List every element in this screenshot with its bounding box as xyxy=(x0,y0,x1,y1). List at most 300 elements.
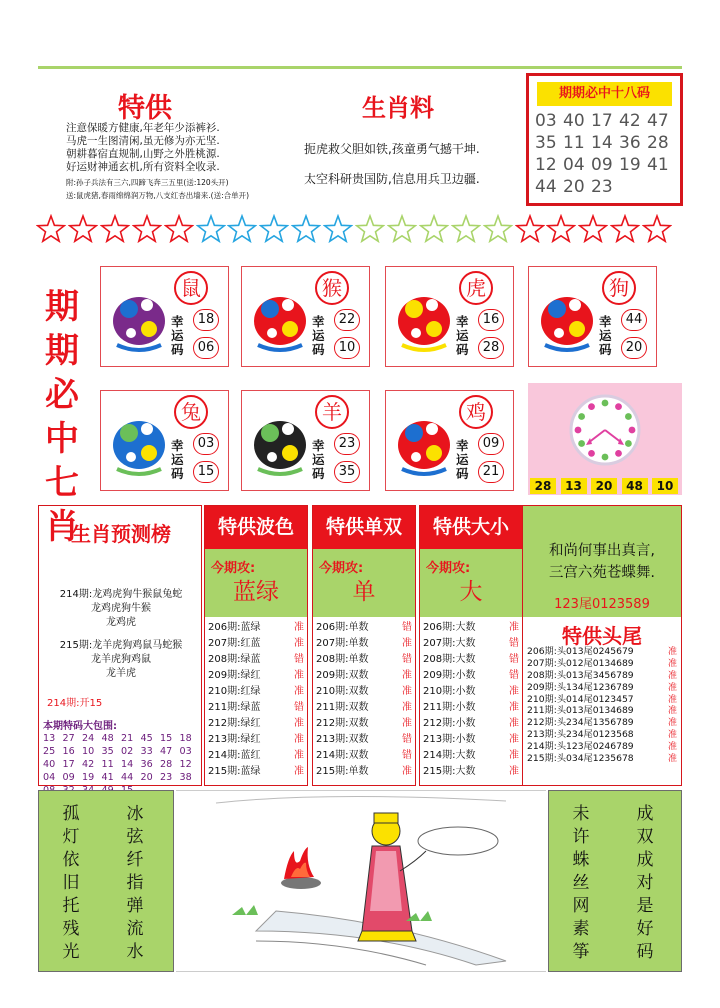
package-number: 09 xyxy=(62,772,75,783)
clock-number: 48 xyxy=(622,478,648,494)
history-row xyxy=(316,716,414,732)
zodiac-papercut-icon xyxy=(535,275,599,360)
scene-image xyxy=(176,791,546,973)
lucky-number: 21 xyxy=(478,461,504,483)
row-value: 小数 xyxy=(455,734,476,745)
row-period: 206期: xyxy=(208,622,241,633)
history-rows xyxy=(316,620,414,780)
row-period: 212期: xyxy=(316,718,349,729)
lucky-number: 20 xyxy=(621,337,647,359)
history-row xyxy=(423,732,521,748)
row-result: 错 xyxy=(509,638,519,649)
row-value: 双数 xyxy=(348,686,369,697)
poem-char: 筝 xyxy=(572,942,590,962)
lucky-char: 码 xyxy=(599,342,612,357)
row-period: 212期: xyxy=(527,717,557,729)
star-outline-icon xyxy=(642,214,672,246)
package-number: 16 xyxy=(62,746,75,757)
feature-column-0 xyxy=(204,505,308,786)
poem-column xyxy=(635,803,655,964)
zodiac-papercut-icon xyxy=(107,275,171,360)
poem-char: 残 xyxy=(62,919,80,939)
lucky-number: 23 xyxy=(334,433,360,455)
row-value: 双数 xyxy=(348,670,369,681)
lucky-char: 码 xyxy=(171,342,184,357)
clock-number: 28 xyxy=(530,478,556,494)
row-value: 头013尾3456789 xyxy=(556,669,634,681)
star-outline-icon xyxy=(355,214,385,246)
row-result: 准 xyxy=(402,718,412,729)
row-value: 双数 xyxy=(348,734,369,745)
zodiac-name: 狗 xyxy=(602,271,636,305)
zodiac-papercut-icon xyxy=(392,399,456,484)
star-outline-icon xyxy=(546,214,576,246)
row-value: 单数 xyxy=(348,622,369,633)
poem-line: 好运财神通玄机,所有资料全收录. xyxy=(66,161,220,173)
lucky-char: 运 xyxy=(171,328,184,343)
package-number: 48 xyxy=(101,733,114,744)
head-tail-row xyxy=(527,705,679,717)
row-value: 双数 xyxy=(348,718,369,729)
head-tail-row xyxy=(527,682,679,694)
row-period: 206期: xyxy=(423,622,456,633)
lucky-number: 06 xyxy=(193,337,219,359)
history-row xyxy=(316,620,414,636)
poem-char: 纤 xyxy=(126,850,144,870)
poem-char: 是 xyxy=(636,896,654,916)
zodiac-papercut-icon xyxy=(248,399,312,484)
lucky-char: 运 xyxy=(312,452,325,467)
history-row xyxy=(208,636,306,652)
history-row xyxy=(208,716,306,732)
zodiac-card-4 xyxy=(100,390,229,491)
lucky-char: 幸 xyxy=(312,314,325,329)
zodiac-card-5 xyxy=(241,390,370,491)
tegong-notes xyxy=(66,176,249,202)
history-row xyxy=(208,732,306,748)
lucky-number: 10 xyxy=(334,337,360,359)
lucky-number: 18 xyxy=(193,309,219,331)
lucky-number: 15 xyxy=(193,461,219,483)
lucky-label xyxy=(456,315,472,357)
poem-char: 网 xyxy=(572,896,590,916)
lucky-char: 运 xyxy=(312,328,325,343)
row-value: 单数 xyxy=(348,654,369,665)
head-tail-poem xyxy=(523,540,681,584)
head-tail-row xyxy=(527,646,679,658)
eighteen-number-title: 期期必中十八码 xyxy=(537,82,672,106)
row-value: 蓝绿 xyxy=(240,622,261,633)
number-cell: 44 xyxy=(535,177,557,197)
number-cell: 36 xyxy=(619,133,641,153)
poem-column xyxy=(61,803,81,964)
illustration xyxy=(176,790,546,972)
row-period: 210期: xyxy=(316,686,349,697)
number-cell: 41 xyxy=(647,155,669,175)
row-period: 213期: xyxy=(208,734,241,745)
row-result: 准 xyxy=(667,693,677,705)
history-row xyxy=(316,636,414,652)
history-row xyxy=(316,764,414,780)
row-value: 绿红 xyxy=(240,670,261,681)
package-number: 11 xyxy=(101,759,114,770)
row-value: 蓝红 xyxy=(240,750,261,761)
history-row xyxy=(423,716,521,732)
lucky-number: 44 xyxy=(621,309,647,331)
prediction-line: 214期:龙鸡虎狗牛猴鼠兔蛇 xyxy=(59,589,183,600)
column-attack-box xyxy=(205,549,307,617)
row-period: 213期: xyxy=(316,734,349,745)
package-numbers xyxy=(43,732,201,797)
package-number: 17 xyxy=(62,759,75,770)
lucky-number: 16 xyxy=(478,309,504,331)
row-period: 214期: xyxy=(423,750,456,761)
tail-numbers: 123尾0123589 xyxy=(554,597,650,612)
row-period: 213期: xyxy=(423,734,456,745)
zodiac-name: 鼠 xyxy=(174,271,208,305)
star-outline-icon xyxy=(419,214,449,246)
package-number: 42 xyxy=(82,759,95,770)
lucky-char: 运 xyxy=(599,328,612,343)
star-outline-icon xyxy=(132,214,162,246)
package-number: 03 xyxy=(179,746,192,757)
tegong-poem xyxy=(66,122,220,174)
package-number: 40 xyxy=(43,759,56,770)
history-row xyxy=(316,668,414,684)
package-number: 20 xyxy=(140,772,153,783)
lucky-number: 22 xyxy=(334,309,360,331)
star-outline-icon xyxy=(323,214,353,246)
history-row xyxy=(208,764,306,780)
row-value: 大数 xyxy=(455,750,476,761)
lucky-char: 幸 xyxy=(599,314,612,329)
history-row xyxy=(423,700,521,716)
package-number: 28 xyxy=(160,759,173,770)
prediction-line: 龙羊虎 xyxy=(106,668,136,679)
poem-column xyxy=(125,803,145,964)
number-cell: 42 xyxy=(619,111,641,131)
row-period: 214期: xyxy=(527,741,557,753)
number-cell: 04 xyxy=(563,155,585,175)
vertical-title-char: 七 xyxy=(45,463,79,503)
poem-char: 弹 xyxy=(126,896,144,916)
zodiac-card-2 xyxy=(385,266,514,367)
eighteen-number-box xyxy=(526,73,683,206)
history-row xyxy=(208,652,306,668)
prediction-line: 215期:龙羊虎狗鸡鼠马蛇猴 xyxy=(59,640,183,651)
lucky-char: 码 xyxy=(171,466,184,481)
star-outline-icon xyxy=(515,214,545,246)
number-cell: 23 xyxy=(591,177,613,197)
lucky-label xyxy=(312,315,328,357)
history-row xyxy=(423,652,521,668)
head-tail-row xyxy=(527,741,679,753)
row-result: 准 xyxy=(667,657,677,669)
package-number: 12 xyxy=(179,759,192,770)
head-tail-row xyxy=(527,670,679,682)
row-period: 206期: xyxy=(527,646,557,657)
row-value: 头034尾1235678 xyxy=(556,753,634,765)
row-value: 绿红 xyxy=(240,734,261,745)
star-outline-icon xyxy=(483,214,513,246)
zodiac-card-0 xyxy=(100,266,229,367)
history-row xyxy=(208,700,306,716)
history-row xyxy=(423,636,521,652)
package-number: 13 xyxy=(43,733,56,744)
package-number: 21 xyxy=(121,733,134,744)
row-value: 头014尾0123457 xyxy=(556,693,634,705)
row-result: 准 xyxy=(402,670,412,681)
prediction-line: 龙鸡虎 xyxy=(106,617,136,628)
row-result: 准 xyxy=(667,741,677,753)
package-number: 10 xyxy=(82,746,95,757)
package-number: 44 xyxy=(121,772,134,783)
number-cell: 17 xyxy=(591,111,613,131)
row-value: 头134尾1236789 xyxy=(556,681,634,693)
eighteen-number-list xyxy=(535,110,680,198)
lucky-number: 28 xyxy=(478,337,504,359)
row-period: 208期: xyxy=(527,669,557,681)
poem-column xyxy=(571,803,591,964)
head-tail-row xyxy=(527,658,679,670)
clock-numbers xyxy=(530,478,680,494)
attack-label: 今期攻: xyxy=(426,561,471,576)
row-period: 215期: xyxy=(423,766,456,777)
number-cell: 20 xyxy=(563,177,585,197)
number-cell: 35 xyxy=(535,133,557,153)
row-value: 头234尾0123568 xyxy=(556,729,634,741)
row-period: 211期: xyxy=(527,705,557,717)
package-number: 36 xyxy=(140,759,153,770)
row-value: 双数 xyxy=(348,702,369,713)
poem-char: 许 xyxy=(572,827,590,847)
number-cell: 12 xyxy=(535,155,557,175)
row-period: 207期: xyxy=(208,638,241,649)
row-period: 209期: xyxy=(423,670,456,681)
history-row xyxy=(423,684,521,700)
tegong-title: 特供 xyxy=(118,93,172,124)
row-value: 大数 xyxy=(455,638,476,649)
poem-line: 和尚何事出真言, xyxy=(548,543,656,559)
attack-label: 今期攻: xyxy=(319,561,364,576)
row-value: 头123尾0246789 xyxy=(556,741,634,753)
prediction-line: 龙羊虎狗鸡鼠 xyxy=(91,654,151,665)
history-rows xyxy=(208,620,306,780)
number-cell: 09 xyxy=(591,155,613,175)
history-row xyxy=(316,700,414,716)
row-value: 红绿 xyxy=(240,686,261,697)
bottom-left-poem xyxy=(38,790,174,972)
star-outline-icon xyxy=(291,214,321,246)
bottom-right-poem xyxy=(548,790,682,972)
row-result: 准 xyxy=(509,622,519,633)
zodiac-name: 虎 xyxy=(459,271,493,305)
row-period: 212期: xyxy=(423,718,456,729)
star-row xyxy=(36,214,686,254)
history-row xyxy=(208,620,306,636)
history-row xyxy=(208,668,306,684)
row-value: 蓝绿 xyxy=(240,766,261,777)
feature-column-2 xyxy=(419,505,523,786)
vertical-title-char: 中 xyxy=(45,419,79,459)
clock-number: 10 xyxy=(652,478,678,494)
row-period: 208期: xyxy=(316,654,349,665)
lucky-label xyxy=(312,439,328,481)
row-period: 214期: xyxy=(316,750,349,761)
row-result: 错 xyxy=(402,750,412,761)
row-period: 215期: xyxy=(208,766,241,777)
lucky-label xyxy=(599,315,615,357)
row-result: 准 xyxy=(294,622,304,633)
package-number: 33 xyxy=(140,746,153,757)
row-result: 错 xyxy=(402,654,412,665)
row-result: 准 xyxy=(667,681,677,693)
history-row xyxy=(316,748,414,764)
poem-line: 马虎一生图清闲,虽无修为亦无坚. xyxy=(66,135,220,147)
poem-char: 弦 xyxy=(126,827,144,847)
zodiac-card-1 xyxy=(241,266,370,367)
row-result: 准 xyxy=(294,686,304,697)
row-value: 大数 xyxy=(455,766,476,777)
star-outline-icon xyxy=(387,214,417,246)
poem-line: 三宫六苑苍蝶舞. xyxy=(548,565,656,581)
clock-icon xyxy=(528,383,682,478)
clock-number: 13 xyxy=(561,478,587,494)
row-result: 准 xyxy=(294,670,304,681)
shengxiao-title: 生肖料 xyxy=(362,94,434,122)
lucky-char: 码 xyxy=(312,342,325,357)
poem-line: 朝耕暮宿直规制,山野之外胜桃源. xyxy=(66,148,220,160)
star-outline-icon xyxy=(227,214,257,246)
history-row xyxy=(423,764,521,780)
row-value: 单数 xyxy=(348,766,369,777)
package-number: 47 xyxy=(160,746,173,757)
zodiac-card-3 xyxy=(528,266,657,367)
number-cell: 28 xyxy=(647,133,669,153)
lucky-label xyxy=(171,315,187,357)
lucky-number: 03 xyxy=(193,433,219,455)
row-value: 绿蓝 xyxy=(240,654,261,665)
row-period: 213期: xyxy=(527,729,557,741)
number-cell: 19 xyxy=(619,155,641,175)
star-outline-icon xyxy=(578,214,608,246)
poem-char: 水 xyxy=(126,942,144,962)
lucky-char: 幸 xyxy=(312,438,325,453)
poem-char: 成 xyxy=(636,850,654,870)
row-value: 双数 xyxy=(348,750,369,761)
head-tail-row xyxy=(527,694,679,706)
row-result: 准 xyxy=(294,718,304,729)
poem-char: 光 xyxy=(62,942,80,962)
number-cell: 11 xyxy=(563,133,585,153)
row-period: 208期: xyxy=(208,654,241,665)
row-period: 211期: xyxy=(423,702,456,713)
lucky-char: 码 xyxy=(456,466,469,481)
package-number: 02 xyxy=(121,746,134,757)
row-result: 准 xyxy=(667,753,677,765)
row-period: 207期: xyxy=(527,657,557,669)
star-outline-icon xyxy=(100,214,130,246)
package-number: 23 xyxy=(160,772,173,783)
package-number: 18 xyxy=(179,733,192,744)
row-result: 准 xyxy=(294,734,304,745)
row-value: 大数 xyxy=(455,654,476,665)
lucky-char: 码 xyxy=(312,466,325,481)
poem-char: 未 xyxy=(572,804,590,824)
lucky-char: 幸 xyxy=(171,314,184,329)
zodiac-name: 羊 xyxy=(315,395,349,429)
poem-line: 注意保暖方健康,年老年少添裤衫. xyxy=(66,122,220,134)
top-divider xyxy=(38,66,682,69)
poem-char: 流 xyxy=(126,919,144,939)
row-result: 错 xyxy=(294,654,304,665)
poem-char: 成 xyxy=(636,804,654,824)
package-number: 35 xyxy=(101,746,114,757)
vertical-title-char: 期 xyxy=(45,331,79,371)
row-result: 准 xyxy=(509,702,519,713)
lucky-char: 幸 xyxy=(456,314,469,329)
zodiac-name: 猴 xyxy=(315,271,349,305)
row-period: 210期: xyxy=(527,693,557,705)
row-result: 错 xyxy=(509,654,519,665)
star-outline-icon xyxy=(164,214,194,246)
poem-char: 依 xyxy=(62,850,80,870)
poem-char: 丝 xyxy=(572,873,590,893)
row-result: 准 xyxy=(402,702,412,713)
number-cell: 03 xyxy=(535,111,557,131)
row-period: 210期: xyxy=(423,686,456,697)
row-value: 单数 xyxy=(348,638,369,649)
number-cell: 40 xyxy=(563,111,585,131)
prediction-line: 龙鸡虎狗牛猴 xyxy=(91,603,151,614)
vertical-title-char: 肖 xyxy=(45,507,79,547)
star-outline-icon xyxy=(36,214,66,246)
poem-char: 对 xyxy=(636,873,654,893)
poem-char: 旧 xyxy=(62,873,80,893)
prediction-title: 生肖预测榜 xyxy=(71,522,171,546)
lucky-char: 幸 xyxy=(171,438,184,453)
note-line: 附:孙子兵法有三六,四蹄飞奔三五里(送:120头开) xyxy=(66,178,229,187)
row-period: 211期: xyxy=(316,702,349,713)
lucky-char: 运 xyxy=(456,328,469,343)
row-result: 准 xyxy=(667,729,677,741)
lucky-number: 35 xyxy=(334,461,360,483)
number-cell: 47 xyxy=(647,111,669,131)
prediction-panel xyxy=(38,505,202,786)
star-outline-icon xyxy=(610,214,640,246)
row-result: 准 xyxy=(509,750,519,761)
lucky-label xyxy=(456,439,472,481)
row-result: 错 xyxy=(509,670,519,681)
poem-char: 灯 xyxy=(62,827,80,847)
package-number: 41 xyxy=(101,772,114,783)
vertical-title-char: 必 xyxy=(45,375,79,415)
row-value: 大数 xyxy=(455,622,476,633)
package-number: 04 xyxy=(43,772,56,783)
feature-column-1 xyxy=(312,505,416,786)
lucky-char: 运 xyxy=(456,452,469,467)
package-number: 15 xyxy=(160,733,173,744)
row-result: 准 xyxy=(509,734,519,745)
history-row xyxy=(423,748,521,764)
vertical-title-char: 期 xyxy=(45,287,79,327)
package-number: 24 xyxy=(82,733,95,744)
package-number: 25 xyxy=(43,746,56,757)
row-value: 小数 xyxy=(455,670,476,681)
lucky-char: 运 xyxy=(171,452,184,467)
zodiac-name: 鸡 xyxy=(459,395,493,429)
star-outline-icon xyxy=(196,214,226,246)
